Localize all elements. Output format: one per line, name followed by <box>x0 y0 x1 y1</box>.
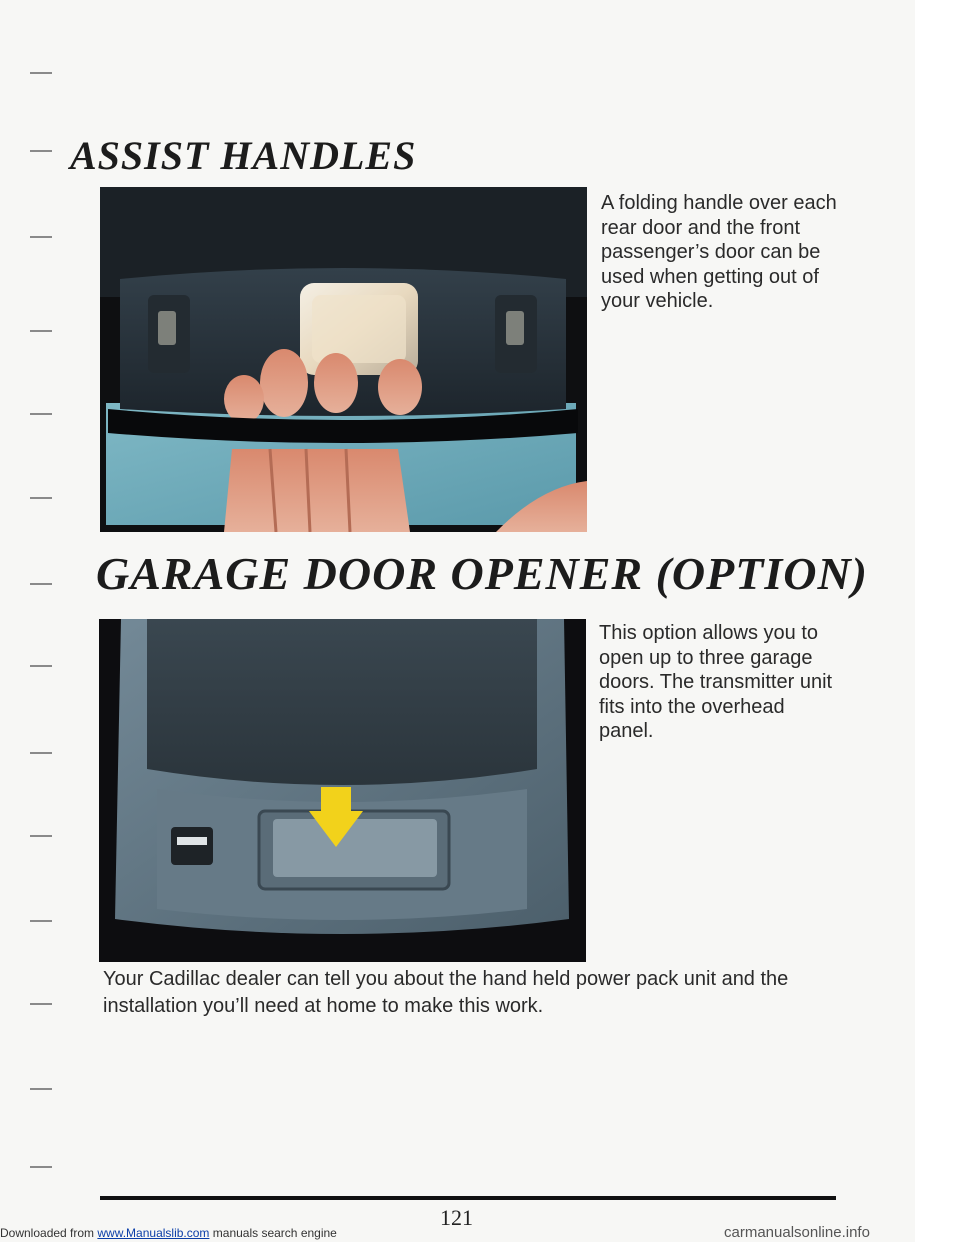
margin-tick <box>30 1166 52 1168</box>
margin-tick <box>30 330 52 332</box>
download-credit-prefix: Downloaded from <box>0 1226 98 1240</box>
download-credit-suffix: manuals search engine <box>209 1226 337 1240</box>
margin-tick <box>30 236 52 238</box>
margin-tick <box>30 150 52 152</box>
section-heading-garage-door-opener: GARAGE DOOR OPENER (OPTION) <box>96 548 868 599</box>
section-heading-assist-handles: ASSIST HANDLES <box>70 133 417 178</box>
margin-tick <box>30 1088 52 1090</box>
garage-door-opener-description: This option allows you to open up to three garage doors. The transmitter unit fits into the overhead panel. <box>599 622 833 743</box>
page-number: 121 <box>440 1205 473 1230</box>
margin-tick <box>30 413 52 415</box>
watermark: carmanualsonline.info <box>724 1224 870 1241</box>
margin-tick <box>30 835 52 837</box>
footer-rule <box>100 1196 836 1200</box>
margin-tick <box>30 752 52 754</box>
assist-handles-description: A folding handle over each rear door and the front passenger’s door can be used when getting out of your vehicle. <box>601 192 837 313</box>
assist-handle-illustration <box>100 187 587 532</box>
margin-tick <box>30 583 52 585</box>
manualslib-link[interactable]: www.Manualslib.com <box>97 1226 210 1240</box>
dealer-note: Your Cadillac dealer can tell you about the hand held power pack unit and the installation you’ll need at home to make this work. <box>103 968 789 1017</box>
margin-tick <box>30 72 52 74</box>
right-margin-strip <box>915 0 960 1242</box>
assist-handle-photo <box>100 187 587 532</box>
margin-tick <box>30 665 52 667</box>
download-credit <box>0 1226 337 1240</box>
margin-tick <box>30 497 52 499</box>
margin-tick <box>30 1003 52 1005</box>
margin-tick <box>30 920 52 922</box>
overhead-panel-illustration <box>99 619 586 962</box>
garage-door-opener-photo <box>99 619 586 962</box>
